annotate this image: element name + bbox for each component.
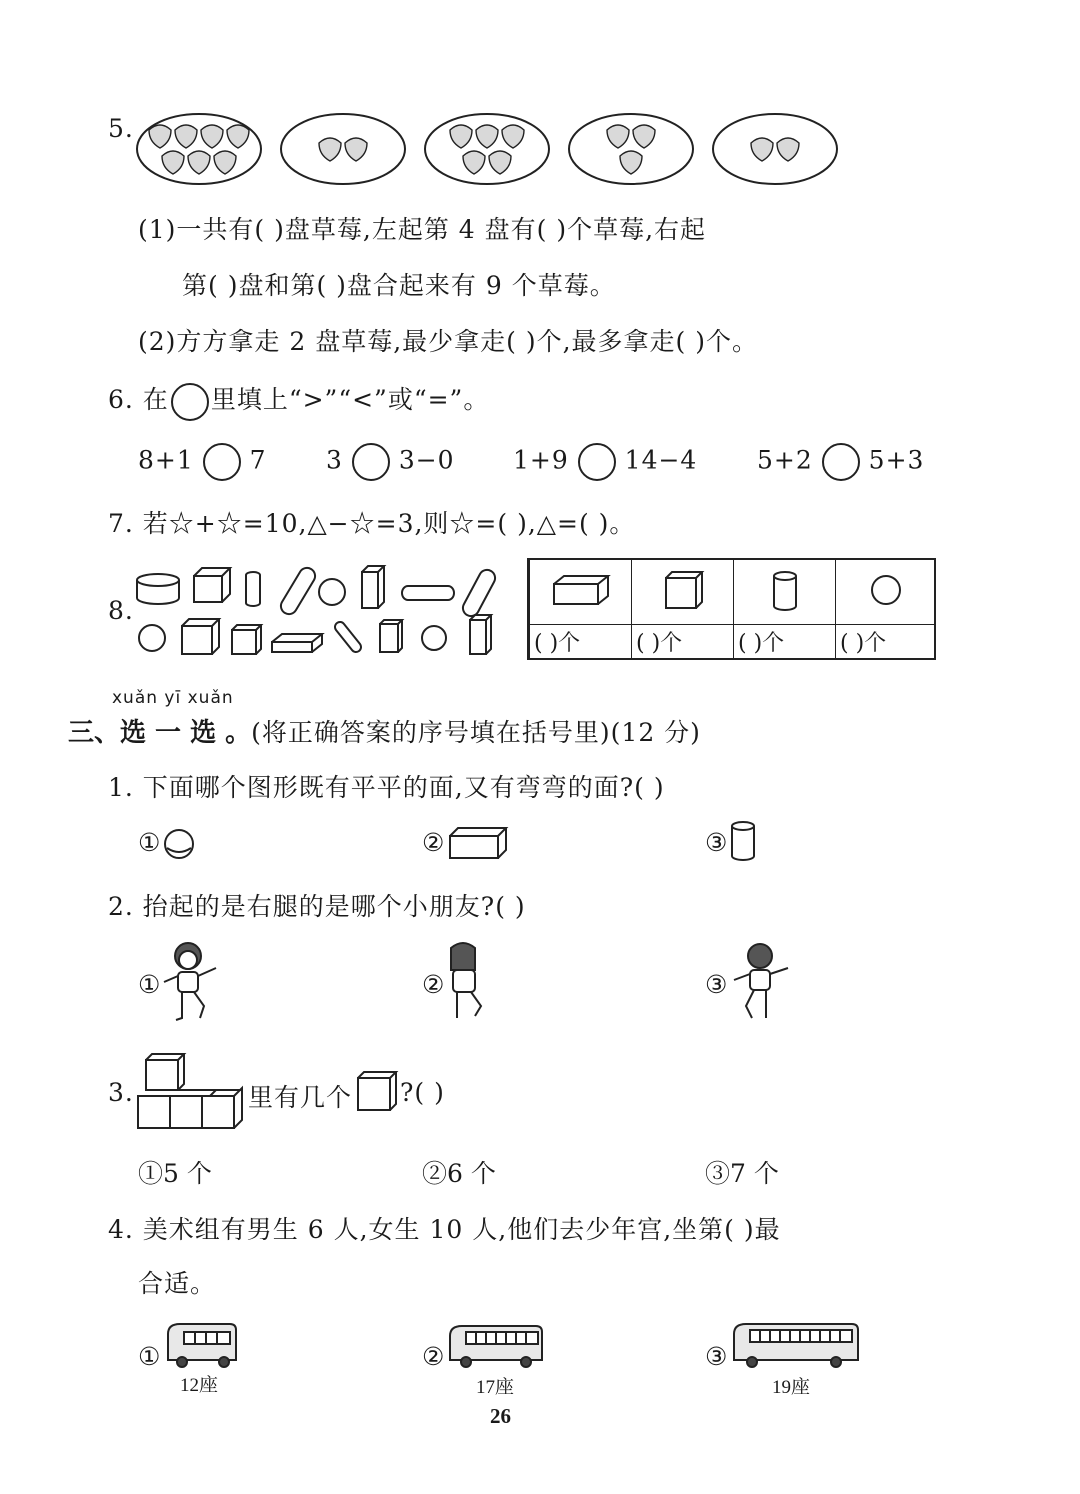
sphere-icon — [319, 579, 345, 605]
cuboid-tall-icon — [470, 615, 491, 654]
table-cell-sphere — [835, 560, 937, 658]
s3q3-number: 3. — [108, 1078, 134, 1107]
cylinder-icon — [734, 560, 834, 624]
table-cell-cube — [631, 560, 733, 658]
cylinder-tilted-icon — [335, 622, 361, 652]
s3q1-text: 1. 下面哪个图形既有平平的面,又有弯弯的面?( ) — [108, 773, 665, 802]
table-cell-cylinder — [733, 560, 835, 658]
q6-item-left: 1+9 — [513, 445, 569, 475]
cuboid-tall-icon — [362, 566, 384, 608]
q6-item-2 — [326, 443, 455, 481]
s3q4-line2: 合适。 — [138, 1269, 217, 1298]
q5-line3: (2)方方拿走 2 盘草莓,最少拿走( )个,最多拿走( )个。 — [138, 327, 759, 356]
s3q4-option-3[interactable]: ③ — [705, 1342, 728, 1371]
compare-circle[interactable] — [203, 443, 241, 481]
strawberry-icon — [175, 125, 197, 148]
strawberry-icon — [149, 125, 171, 148]
cube-icon — [182, 619, 219, 654]
bus-seats-19: 19座 — [772, 1377, 811, 1398]
compare-circle[interactable] — [822, 443, 860, 481]
option-mark: ② — [422, 828, 445, 857]
q6-prompt — [108, 380, 489, 421]
s3q3-option-2[interactable]: ②6 个 — [422, 1159, 496, 1188]
q8-number: 8. — [108, 596, 134, 625]
cylinder-icon — [730, 820, 770, 864]
strawberry-plate — [425, 114, 549, 184]
blank-circle-icon — [171, 383, 209, 421]
section3-note: (将正确答案的序号填在括号里)(12 分) — [251, 718, 701, 747]
s3q4-option-1[interactable]: ① — [138, 1342, 161, 1371]
option-mark: ② — [422, 970, 445, 999]
q6-prompt-b: 里填上“>”“<”或“=”。 — [210, 385, 490, 414]
girl-back-icon — [445, 940, 505, 1030]
q6-item-1 — [138, 443, 267, 481]
option-mark: ③ — [705, 828, 728, 857]
q6-item-left: 8+1 — [138, 445, 194, 475]
cylinder-lying-icon — [402, 586, 454, 600]
cylinder-tilted-icon — [463, 570, 495, 616]
compare-circle[interactable] — [352, 443, 390, 481]
bus-icon — [730, 1318, 860, 1368]
cube-icon — [194, 568, 230, 602]
option-mark: ③ — [705, 970, 728, 999]
cuboid-icon — [530, 560, 630, 624]
compare-circle[interactable] — [578, 443, 616, 481]
q7-text: 7. 若☆+☆=10,△−☆=3,则☆=( ),△=( )。 — [108, 509, 636, 538]
cube-icon — [232, 625, 261, 654]
q6-item-left: 5+2 — [757, 445, 813, 475]
cuboid-icon — [448, 824, 518, 864]
q5-line2: 第( )盘和第( )盘合起来有 9 个草莓。 — [182, 271, 616, 300]
page-number: 26 — [490, 1404, 511, 1428]
strawberry-icon — [502, 125, 524, 148]
strawberry-icon — [751, 138, 773, 161]
cuboid-tall-icon — [380, 620, 402, 652]
s3q2-option-1[interactable] — [138, 970, 160, 999]
strawberry-icon — [345, 138, 367, 161]
cylinder-tilted-icon — [281, 568, 315, 614]
boy-front-icon — [160, 938, 230, 1028]
strawberry-icon — [489, 151, 511, 174]
bus-seats-12: 12座 — [180, 1375, 219, 1396]
boy-back-icon — [730, 940, 810, 1030]
q6-item-right: 14−4 — [624, 445, 698, 475]
section3-pinyin: xuǎn yī xuǎn — [112, 688, 234, 708]
strawberry-icon — [476, 125, 498, 148]
strawberry-plate — [137, 114, 261, 184]
s3q3-tail: ?( ) — [400, 1078, 445, 1107]
strawberry-icon — [162, 151, 184, 174]
strawberry-icon — [620, 151, 642, 174]
option-mark: ① — [138, 970, 161, 999]
q6-item-right: 5+3 — [868, 445, 925, 475]
s3q1-option-1[interactable] — [138, 828, 160, 857]
strawberry-plate — [569, 114, 693, 184]
bus-icon — [446, 1320, 546, 1370]
solid-shapes-illustration — [132, 562, 512, 662]
bus-icon — [162, 1320, 242, 1370]
s3q4-option-2[interactable]: ② — [422, 1342, 445, 1371]
strawberry-icon — [607, 125, 629, 148]
s3q4-line1: 4. 美术组有男生 6 人,女生 10 人,他们去少年宫,坐第( )最 — [108, 1215, 781, 1244]
section3-heading — [68, 712, 701, 749]
strawberry-icon — [227, 125, 249, 148]
s3q2-option-2[interactable] — [422, 970, 444, 999]
shape-count-table — [527, 558, 936, 660]
q6-item-left: 3 — [326, 445, 343, 475]
option-mark: ① — [138, 828, 161, 857]
cube-icon — [632, 560, 732, 624]
strawberry-icon — [450, 125, 472, 148]
count-blank[interactable]: ( )个 — [840, 631, 887, 656]
sphere-icon — [836, 560, 936, 624]
s3q2-option-3[interactable] — [705, 970, 727, 999]
cuboid-flat-icon — [272, 634, 322, 652]
section3-title: 三、选 一 选 。 — [68, 718, 252, 748]
cylinder-icon — [137, 574, 179, 586]
count-blank[interactable]: ( )个 — [738, 631, 785, 656]
q6-item-4 — [757, 443, 924, 481]
strawberry-plate — [281, 114, 405, 184]
q6-prompt-a: 6. 在 — [108, 385, 169, 414]
q6-item-3 — [513, 443, 697, 481]
strawberry-icon — [633, 125, 655, 148]
bus-seats-17: 17座 — [476, 1377, 515, 1398]
q5-number: 5. — [108, 114, 134, 143]
strawberry-plates — [0, 0, 1080, 200]
q6-item-right: 3−0 — [398, 445, 455, 475]
strawberry-plate — [713, 114, 837, 184]
strawberry-icon — [777, 138, 799, 161]
s3q1-option-2[interactable] — [422, 828, 444, 857]
sphere-icon — [163, 826, 203, 866]
table-cell-cuboid — [529, 560, 631, 658]
strawberry-icon — [201, 125, 223, 148]
s3q3-option-3[interactable]: ③7 个 — [705, 1159, 779, 1188]
stacked-cubes-icon — [134, 1052, 254, 1132]
strawberry-icon — [214, 151, 236, 174]
sphere-icon — [422, 626, 446, 650]
sphere-icon — [139, 625, 165, 651]
q6-item-right: 7 — [249, 445, 267, 475]
s3q2-text: 2. 抬起的是右腿的是哪个小朋友?( ) — [108, 892, 526, 921]
s3q3-middle: 里有几个 — [248, 1083, 353, 1112]
s3q1-option-3[interactable] — [705, 828, 727, 857]
q5-line1: (1)一共有( )盘草莓,左起第 4 盘有( )个草莓,右起 — [138, 215, 707, 244]
cylinder-tall-icon — [246, 572, 260, 606]
strawberry-icon — [319, 138, 341, 161]
s3q3-option-1[interactable]: ①5 个 — [138, 1159, 212, 1188]
count-blank[interactable]: ( )个 — [534, 631, 581, 656]
count-blank[interactable]: ( )个 — [636, 631, 683, 656]
strawberry-icon — [188, 151, 210, 174]
cube-icon — [356, 1070, 400, 1114]
strawberry-icon — [463, 151, 485, 174]
